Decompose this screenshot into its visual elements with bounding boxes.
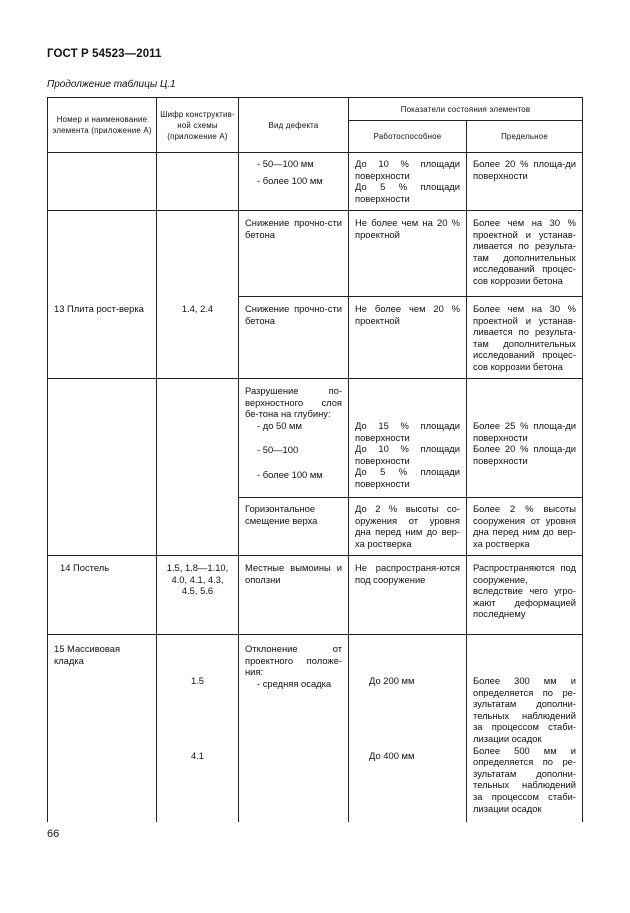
element-name: 13 Плита рост-верка: [48, 297, 157, 379]
defect-depth-over-100: - более 100 мм: [257, 468, 323, 480]
table-row: [48, 153, 583, 211]
working-value: До 400 мм: [369, 749, 415, 761]
table-caption: Продолжение таблицы Ц.1: [47, 79, 176, 90]
scheme-code: 1.4, 2.4: [157, 297, 239, 379]
scheme-code: 4.1: [190, 749, 205, 761]
limit-value: Более 25 % площа-ди поверхности: [473, 420, 576, 443]
table-row: [48, 498, 583, 556]
element-name: 15 Массивовая кладка: [48, 635, 157, 822]
limit-value: Более 500 мм и определяется по ре-зультатам дополни-тельных наблюдений за процессом стаби-лизации осадок: [473, 744, 576, 814]
scheme-code: 1.5: [190, 675, 205, 686]
header-defect: Вид дефекта: [239, 98, 349, 153]
limit-value: Более 300 мм и определяется по ре-зультатам дополни-тельных наблюдений за процессом стаби-лизации осадок: [473, 675, 576, 744]
defect-avg-settlement: - средняя осадка: [257, 677, 332, 689]
defect-text: Горизонтальное смещение верха: [239, 498, 349, 556]
working-value: До 5 % площади поверхности: [355, 181, 460, 204]
defect-depth-50-100: - 50—100: [257, 444, 299, 456]
header-state-group: Показатели состояния элементов: [349, 98, 583, 121]
table-row: [48, 211, 583, 297]
working-value: До 200 мм: [369, 675, 415, 686]
document-standard-title: ГОСТ Р 54523—2011: [47, 48, 162, 60]
element-name: 14 Постель: [48, 556, 157, 635]
limit-value: Более 20 % площа-ди поверхности: [473, 443, 576, 466]
defect-text: Разрушение по-верхностного слоя бе-тона на глубину:: [245, 385, 342, 420]
working-value: До 2 % высоты со-оружения от уровня дна перед ним до вер-ха ростверка: [349, 498, 467, 556]
table-row: [48, 556, 583, 635]
table-row: [48, 297, 583, 379]
header-working: Работоспособное: [349, 121, 467, 153]
header-limit: Предельное: [467, 121, 583, 153]
working-value: До 10 % площади поверхности: [355, 443, 460, 466]
defects-table: [47, 97, 583, 822]
table-row: [48, 635, 583, 822]
limit-value: Более 2 % высоты сооружения от уровня дна перед ним до вер-ха ростверка: [467, 498, 583, 556]
limit-value: Распространяются под сооружение, вследствие чего угро-жают деформацией последнему: [467, 556, 583, 635]
table-row: [48, 379, 583, 498]
working-value: Не более чем на 20 % проектной: [349, 211, 467, 297]
defect-depth-up-to-50: - до 50 мм: [257, 419, 302, 431]
working-value: До 15 % площади поверхности: [355, 420, 460, 443]
defect-depth-over-100: - более 100 мм: [257, 174, 323, 186]
defect-depth-50-100: - 50—100 мм: [257, 158, 314, 169]
limit-value: Более чем на 30 % проектной и устанав-ливается по результа-там дополнительных исследований процес-сов коррозии бетона: [467, 297, 583, 379]
defect-text: Снижение прочно-сти бетона: [239, 211, 349, 297]
working-value: Не более чем 20 % проектной: [349, 297, 467, 379]
limit-value: Более 20 % площа-ди поверхности: [473, 158, 576, 181]
working-value: Не распространя-ются под сооружение: [349, 556, 467, 635]
limit-value: Более чем на 30 % проектной и устанав-ливается по результа-там дополнительных исследований процес-сов коррозии бетона: [467, 211, 583, 297]
defect-text: Отклонение от проектного положе-ния:: [245, 643, 342, 678]
scheme-code: 1.5, 1.8—1.10, 4.0, 4.1, 4.3, 4.5, 5.6: [157, 556, 239, 635]
defect-text: Местные вымоины и оползни: [239, 556, 349, 635]
working-value: До 5 % площади поверхности: [355, 466, 460, 489]
page-number: 66: [47, 828, 60, 840]
header-code: Шифр конструктив-ной схемы (приложение А): [157, 98, 239, 153]
defect-text: Снижение прочно-сти бетона: [239, 297, 349, 379]
working-value: До 10 % площади поверхности: [355, 158, 460, 181]
header-element: Номер и наименование элемента (приложение А): [48, 98, 157, 153]
